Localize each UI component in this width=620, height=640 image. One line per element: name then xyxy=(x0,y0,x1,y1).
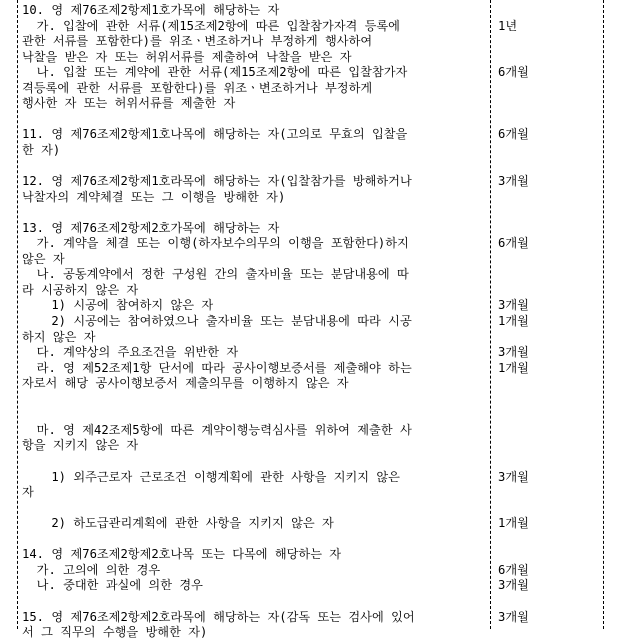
row-text-line: 11. 영 제76조제2항제1호나목에 해당하는 자(고의로 무효의 입찰을 xyxy=(22,127,408,142)
row-text-line xyxy=(22,205,486,220)
penalty-period xyxy=(498,190,598,205)
row-text-line: 14. 영 제76조제2항제2호나목 또는 다목에 해당하는 자 xyxy=(22,547,342,562)
penalty-period xyxy=(498,330,598,345)
penalty-period: 6개월 xyxy=(498,236,529,251)
row-text-line: 12. 영 제76조제2항제1호라목에 해당하는 자(입찰참가를 방해하거나 xyxy=(22,174,412,189)
row-text-line: 행사한 자 또는 허위서류를 제출한 자 xyxy=(22,96,236,111)
penalty-period: 1년 xyxy=(498,18,518,33)
row-text-line xyxy=(22,454,486,469)
penalty-period xyxy=(498,594,598,609)
penalty-period xyxy=(498,159,598,174)
penalty-period: 6개월 xyxy=(498,65,529,80)
penalty-period xyxy=(498,438,598,453)
row-text-line: 않은 자 xyxy=(22,251,65,266)
row-text-line: 라. 영 제52조제1항 단서에 따라 공사이행보증서를 제출해야 하는 xyxy=(22,360,412,375)
penalty-period: 1개월 xyxy=(498,516,529,531)
row-text-line: 자 xyxy=(22,485,34,500)
penalty-period xyxy=(498,501,598,516)
row-text-line xyxy=(22,501,486,516)
row-text-line: 마. 영 제42조제5항에 따른 계약이행능력심사를 위하여 제출한 사 xyxy=(22,422,412,437)
penalty-period: 3개월 xyxy=(498,578,529,593)
row-text-line: 라 시공하지 않은 자 xyxy=(22,282,139,297)
row-text-line: 한 자) xyxy=(22,143,61,157)
penalty-period xyxy=(498,407,598,422)
left-border-line xyxy=(17,0,18,629)
right-border-line xyxy=(603,0,604,629)
penalty-period: 1개월 xyxy=(498,360,529,375)
penalty-period: 3개월 xyxy=(498,469,529,484)
penalty-period: 6개월 xyxy=(498,127,529,142)
row-text-line: 낙찰자의 계약체결 또는 그 이행을 방해한 자) xyxy=(22,189,286,204)
row-text-line: 항을 지키지 않은 자 xyxy=(22,438,139,453)
row-text-line xyxy=(22,112,486,127)
penalty-period xyxy=(498,625,598,640)
penalty-period xyxy=(498,423,598,438)
row-text-line: 하지 않은 자 xyxy=(22,329,96,344)
row-text-line: 나. 공동계약에서 정한 구성원 간의 출자비율 또는 분담내용에 따 xyxy=(22,267,409,282)
penalty-period xyxy=(498,96,598,111)
row-text-line xyxy=(22,594,486,609)
penalty-period xyxy=(498,547,598,562)
row-text-line: 격등록에 관한 서류를 포함한다)를 위조ㆍ변조하거나 부정하게 xyxy=(22,80,373,95)
row-text-line: 다. 계약상의 주요조건을 위반한 자 xyxy=(22,345,239,360)
penalty-period xyxy=(498,205,598,220)
penalty-period: 3개월 xyxy=(498,345,529,360)
penalty-period: 1개월 xyxy=(498,314,529,328)
penalty-period xyxy=(498,252,598,267)
penalty-period xyxy=(498,283,598,298)
row-text-line: 낙찰을 받은 자 또는 허위서류를 제출하여 낙찰을 받은 자 xyxy=(22,49,352,64)
penalty-period: 3개월 xyxy=(498,174,529,189)
penalty-period xyxy=(498,221,598,236)
penalty-period xyxy=(498,50,598,65)
row-text-line: 관한 서류를 포함한다)를 위조ㆍ변조하거나 부정하게 행사하여 xyxy=(22,34,373,49)
penalty-period: 6개월 xyxy=(498,562,529,577)
penalty-period xyxy=(498,143,598,158)
penalty-period xyxy=(498,81,598,96)
row-text-line: 자로서 해당 공사이행보증서 제출의무를 이행하지 않은 자 xyxy=(22,376,349,391)
row-text-line: 가. 고의에 의한 경우 xyxy=(22,562,161,577)
penalty-period xyxy=(498,34,598,49)
penalty-period xyxy=(498,112,598,127)
penalty-period xyxy=(498,3,598,18)
row-text-line: 나. 중대한 과실에 의한 경우 xyxy=(22,578,203,593)
penalty-period xyxy=(498,267,598,282)
row-text-line: 15. 영 제76조제2항제2호라목에 해당하는 자(감독 또는 검사에 있어 xyxy=(22,609,415,624)
row-text-line: 1) 시공에 참여하지 않은 자 xyxy=(22,298,214,313)
column-divider-line xyxy=(490,0,491,629)
row-text-line: 서 그 직무의 수행을 방해한 자) xyxy=(22,625,208,639)
penalty-period xyxy=(498,376,598,391)
row-text-line: 13. 영 제76조제2항제2호가목에 해당하는 자 xyxy=(22,220,280,235)
penalty-period: 3개월 xyxy=(498,298,529,313)
penalty-period: 3개월 xyxy=(498,609,529,624)
row-text-line: 가. 입찰에 관한 서류(제15조제2항에 따른 입찰참가자격 등록에 xyxy=(22,18,400,33)
row-text-line xyxy=(22,392,486,407)
row-text-line: 나. 입찰 또는 계약에 관한 서류(제15조제2항에 따른 입찰참가자 xyxy=(22,65,408,80)
row-text-line: 2) 하도급관리계획에 관한 사항을 지키지 않은 자 xyxy=(22,516,334,531)
row-text-line xyxy=(22,407,486,422)
row-text-line: 1) 외주근로자 근로조건 이행계획에 관한 사항을 지키지 않은 xyxy=(22,469,400,484)
row-text-line xyxy=(22,159,486,174)
row-text-line xyxy=(22,532,486,547)
penalty-period xyxy=(498,485,598,500)
row-text-line: 2) 시공에는 참여하였으나 출자비율 또는 분담내용에 따라 시공 xyxy=(22,314,412,328)
row-text-line: 가. 계약을 체결 또는 이행(하자보수의무의 이행을 포함한다)하지 xyxy=(22,236,409,251)
penalty-period xyxy=(498,392,598,407)
row-text-line: 10. 영 제76조제2항제1호가목에 해당하는 자 xyxy=(22,3,280,17)
penalty-period xyxy=(498,454,598,469)
penalty-period xyxy=(498,532,598,547)
